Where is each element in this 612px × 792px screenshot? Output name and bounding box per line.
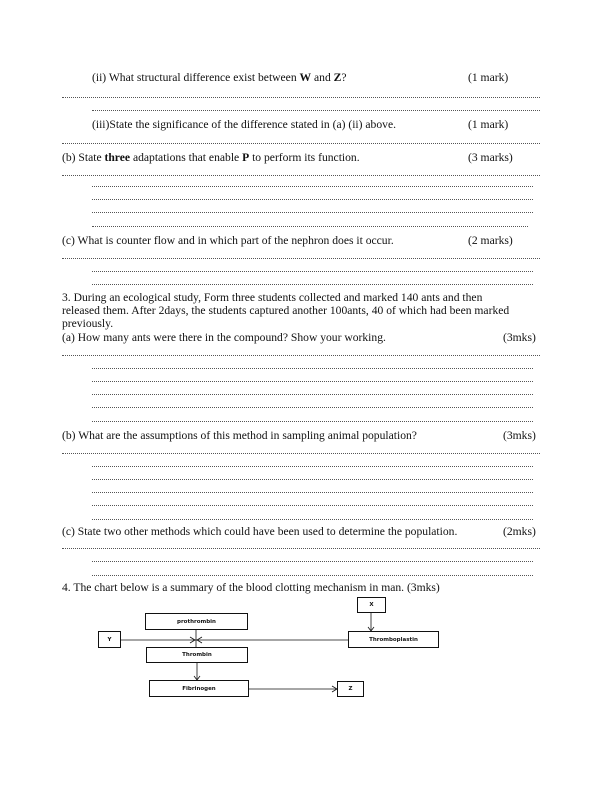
marks: (2 marks) — [468, 234, 513, 247]
marks: (2mks) — [503, 525, 536, 538]
question-2b: (b) State three adaptations that enable P to perform its function. — [62, 151, 360, 164]
question-3c: (c) State two other methods which could have been used to determine the population. — [62, 525, 458, 538]
box-thromboplastin: Thromboplastin — [348, 631, 439, 648]
question-2a-iii: (iii)State the significance of the difference stated in (a) (ii) above. — [92, 118, 396, 131]
question-3-intro-line: previously. — [62, 317, 114, 330]
question-3-intro-line: 3. During an ecological study, Form three students collected and marked 140 ants and then — [62, 291, 483, 304]
box-x: X — [357, 597, 386, 613]
question-4: 4. The chart below is a summary of the blood clotting mechanism in man. (3mks) — [62, 581, 440, 594]
question-3b: (b) What are the assumptions of this method in sampling animal population? — [62, 429, 417, 442]
marks: (3mks) — [503, 331, 536, 344]
box-fibrinogen: Fibrinogen — [149, 680, 249, 697]
box-prothrombin: prothrombin — [145, 613, 248, 630]
question-3-intro-line: released them. After 2days, the students captured another 100ants, 40 of which had been marked — [62, 304, 510, 317]
question-2c: (c) What is counter flow and in which part of the nephron does it occur. — [62, 234, 394, 247]
marks: (1 mark) — [468, 71, 509, 84]
question-3a: (a) How many ants were there in the compound? Show your working. — [62, 331, 386, 344]
marks: (3 marks) — [468, 151, 513, 164]
box-thrombin: Thrombin — [146, 647, 248, 663]
box-y: Y — [98, 631, 121, 648]
marks: (3mks) — [503, 429, 536, 442]
question-2a-ii: (ii) What structural difference exist between W and Z? — [92, 71, 347, 84]
marks: (1 mark) — [468, 118, 509, 131]
box-z: Z — [337, 681, 364, 697]
